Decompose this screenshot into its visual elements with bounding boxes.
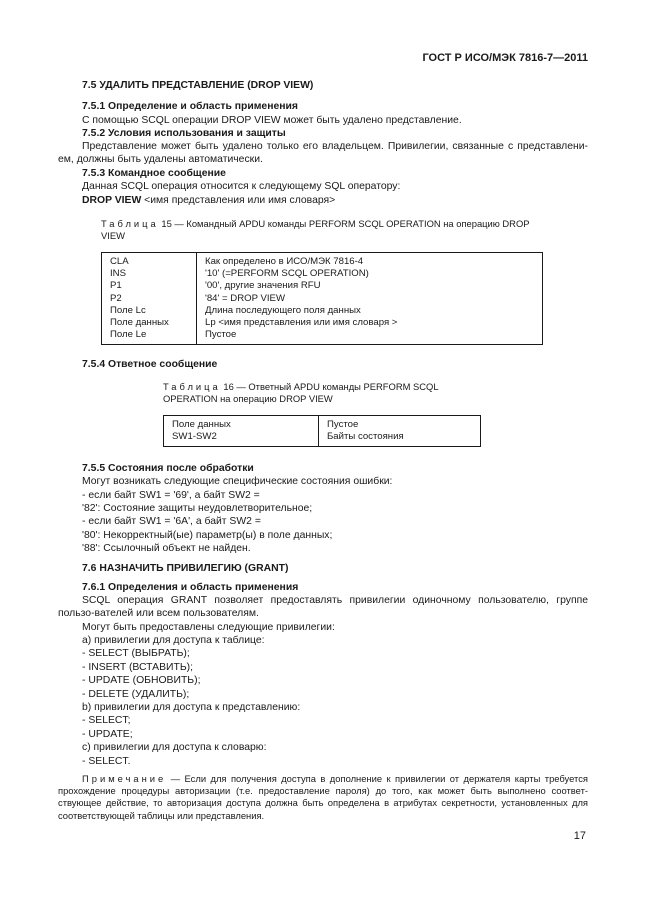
section-7-5-5-line: '82': Состояние защиты неудовлетворительное; [82,503,313,514]
section-7-6-1-text: SCQL операция GRANT позволяет предоставлять привилегии одиночному пользователю, группе пользо-вателей или всем пользователям. [58,595,588,620]
table-cell: CLA [110,256,129,267]
section-7-5-5-title: 7.5.5 Состояния после обработки [82,463,254,474]
table-15-caption [101,218,543,242]
table-cell: '84' = DROP VIEW [205,292,285,304]
page-number: 17 [573,830,586,842]
drop-view-args: <имя представления или имя словаря> [141,195,336,206]
table-row [164,416,481,447]
section-7-5-3-title: 7.5.3 Командное сообщение [82,168,226,179]
note-label: Примечание [82,773,167,784]
section-7-5-4-title: 7.5.4 Ответное сообщение [82,359,218,370]
privilege-line: Могут быть предоставлены следующие привилегии: [82,622,335,633]
table-cell: Пустое [205,329,237,341]
table-cell: Поле данных [172,419,231,430]
table-cell: Поле данных [110,317,169,329]
privilege-line: - SELECT. [82,756,131,767]
table-15-caption-text: 15 — Командный APDU команды PERFORM SCQL OPERATION на операцию DROP VIEW [101,218,530,241]
privilege-line: - DELETE (УДАЛИТЬ); [82,689,190,700]
table-row [102,253,543,345]
table-cell: Пустое [327,419,359,430]
table-16-col-2 [319,416,481,447]
privilege-line: - UPDATE (ОБНОВИТЬ); [82,675,201,686]
privilege-line: - INSERT (ВСТАВИТЬ); [82,662,194,673]
table-cell: Как определено в ИСО/МЭК 7816-4 [205,256,364,267]
section-7-5-3-text: Данная SCQL операция относится к следующему SQL оператору: [82,181,401,192]
table-cell: Длина последующего поля данных [205,304,361,316]
table-16-caption [163,381,481,405]
table-16 [163,415,481,447]
section-7-6-title: 7.6 НАЗНАЧИТЬ ПРИВИЛЕГИЮ (GRANT) [82,563,289,574]
table-cell: '00', другие значения RFU [205,280,321,292]
table-16-col-1 [164,416,319,447]
drop-view-keyword: DROP VIEW [82,195,142,206]
table-15-col-1 [102,253,197,345]
table-16-caption-text: 16 — Ответный APDU команды PERFORM SCQL OPERATION на операцию DROP VIEW [163,381,439,404]
privilege-line: а) привилегии для доступа к таблице: [82,635,265,646]
note-text: — Если для получения доступа в дополнение к привилегии от держателя карты требуется прохождение процедуры авторизации (т.е. предоставление пароля) до того, как может быть выполнено соответ-ствующее действие, то авторизация доступа должна быть определена в атрибутах секретности, установленных для соответствующей таблицы или представления. [58,773,588,821]
section-7-5-title: 7.5 УДАЛИТЬ ПРЕДСТАВЛЕНИЕ (DROP VIEW) [82,80,314,91]
section-7-5-1-text: С помощью SCQL операции DROP VIEW может быть удалено представление. [82,115,462,126]
section-7-5-5-line: - если байт SW1 = '6A', а байт SW2 = [82,516,261,527]
section-7-5-2-text: Представление может быть удалено только его владельцем. Привилегии, связанные с представлени-ем, должны быть удалены автоматически. [58,141,588,166]
table-15-label: Таблица [101,218,159,229]
table-15 [101,252,543,345]
table-16-label: Таблица [163,381,221,392]
table-cell: P2 [110,292,122,304]
table-15-col-2 [197,253,543,345]
table-cell: INS [110,268,126,280]
privilege-line: - SELECT (ВЫБРАТЬ); [82,648,190,659]
note [58,773,588,822]
privilege-line: с) привилегии для доступа к словарю: [82,742,267,753]
privilege-line: - SELECT; [82,715,131,726]
section-7-5-1-title: 7.5.1 Определение и область применения [82,101,298,112]
table-cell: Поле Lc [110,304,146,316]
privilege-line: b) привилегии для доступа к представлению: [82,702,301,713]
document-header: ГОСТ Р ИСО/МЭК 7816-7—2011 [422,52,588,64]
section-7-5-2-title: 7.5.2 Условия использования и защиты [82,128,286,139]
table-cell: SW1-SW2 [172,431,217,443]
section-7-6-1-title: 7.6.1 Определения и область применения [82,582,299,593]
table-cell: Lp <имя представления или имя словаря > [205,317,398,329]
section-7-5-5-line: '80': Некорректный(ые) параметр(ы) в поле данных; [82,530,333,541]
privilege-line: - UPDATE; [82,729,133,740]
section-7-5-5-line: Могут возникать следующие специфические состояния ошибки: [82,476,393,487]
drop-view-statement [82,194,335,207]
table-cell: Поле Le [110,329,147,341]
section-7-5-5-line: - если байт SW1 = '69', а байт SW2 = [82,490,260,501]
section-7-5-5-line: '88': Ссылочный объект не найден. [82,543,251,554]
table-cell: '10' (=PERFORM SCQL OPERATION) [205,268,369,280]
table-cell: Байты состояния [327,431,404,443]
table-cell: P1 [110,280,122,292]
